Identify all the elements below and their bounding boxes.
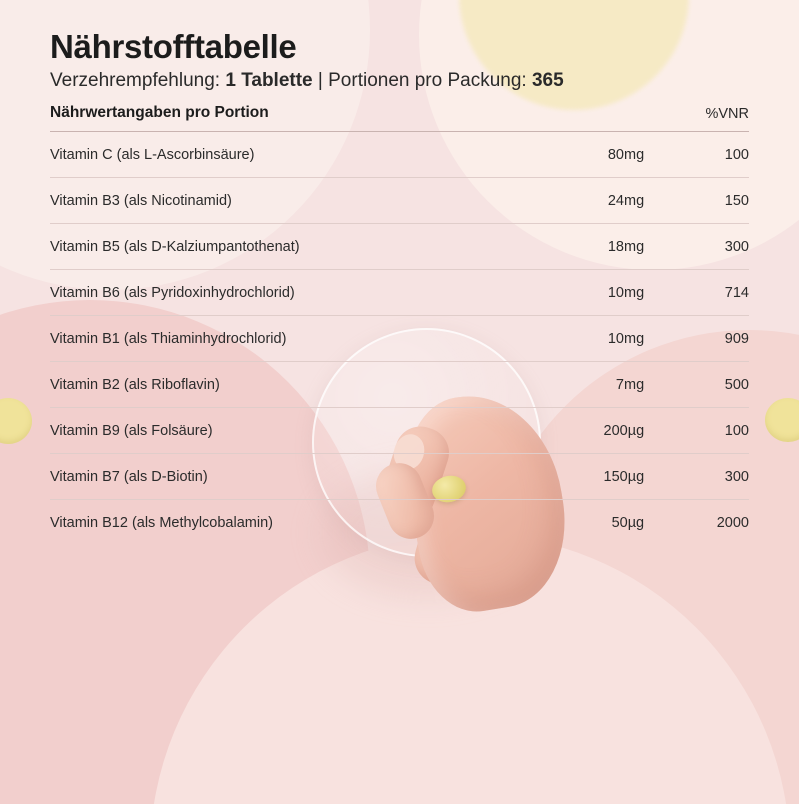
nutrient-nrv: 150 (644, 178, 749, 224)
nutrient-table (50, 132, 749, 545)
nutrient-name: Vitamin B12 (als Methylcobalamin) (50, 515, 273, 531)
nutrient-amount: 150µg (497, 454, 644, 500)
table-row (50, 132, 749, 178)
nutrient-name: Vitamin B3 (als Nicotinamid) (50, 178, 497, 224)
portions-label: Portionen pro Packung: (328, 70, 532, 91)
nutrient-name: Vitamin B1 (als Thiaminhydrochlorid) (50, 316, 497, 362)
nutrient-name: Vitamin B9 (als Folsäure) (50, 408, 497, 454)
nutrient-nrv: 2000 (716, 515, 749, 531)
nutrient-amount: 50µg (611, 515, 645, 531)
nutrient-amount: 7mg (497, 362, 644, 408)
serving-separator: | (312, 70, 329, 91)
nutrient-name: Vitamin C (als L-Ascorbinsäure) (50, 132, 497, 178)
nutrient-nrv: 500 (644, 362, 749, 408)
nutrient-nrv: 100 (644, 408, 749, 454)
nutrient-amount: 10mg (497, 316, 644, 362)
table-row (50, 270, 749, 316)
nutrient-nrv: 300 (644, 454, 749, 500)
table-row (50, 362, 749, 408)
table-row (50, 454, 749, 500)
page-title: Nährstofftabelle (50, 28, 297, 65)
table-row (50, 224, 749, 270)
nutrient-amount: 18mg (497, 224, 644, 270)
serving-label: Verzehrempfehlung: (50, 70, 226, 91)
table-header-left: Nährwertangaben pro Portion (50, 104, 269, 121)
table-header-right: %VNR (705, 106, 749, 122)
nutrient-amount: 10mg (497, 270, 644, 316)
table-row (50, 500, 749, 546)
table-row (50, 408, 749, 454)
table-row (50, 178, 749, 224)
nutrient-name: Vitamin B7 (als D-Biotin) (50, 454, 497, 500)
nutrient-name: Vitamin B5 (als D-Kalziumpantothenat) (50, 224, 497, 270)
serving-info (50, 70, 749, 92)
nutrient-amount: 200µg (497, 408, 644, 454)
nutrient-name: Vitamin B2 (als Riboflavin) (50, 362, 497, 408)
portions-value: 365 (531, 70, 564, 91)
nutrient-nrv: 300 (644, 224, 749, 270)
nutrient-nrv: 714 (644, 270, 749, 316)
nutrient-nrv: 100 (644, 132, 749, 178)
nutrient-name: Vitamin B6 (als Pyridoxinhydrochlorid) (50, 270, 497, 316)
table-row (50, 316, 749, 362)
nutrient-amount: 24mg (497, 178, 644, 224)
nutrient-nrv: 909 (644, 316, 749, 362)
nutrient-amount: 80mg (497, 132, 644, 178)
table-header (50, 104, 749, 132)
serving-value: 1 Tablette (225, 70, 313, 91)
